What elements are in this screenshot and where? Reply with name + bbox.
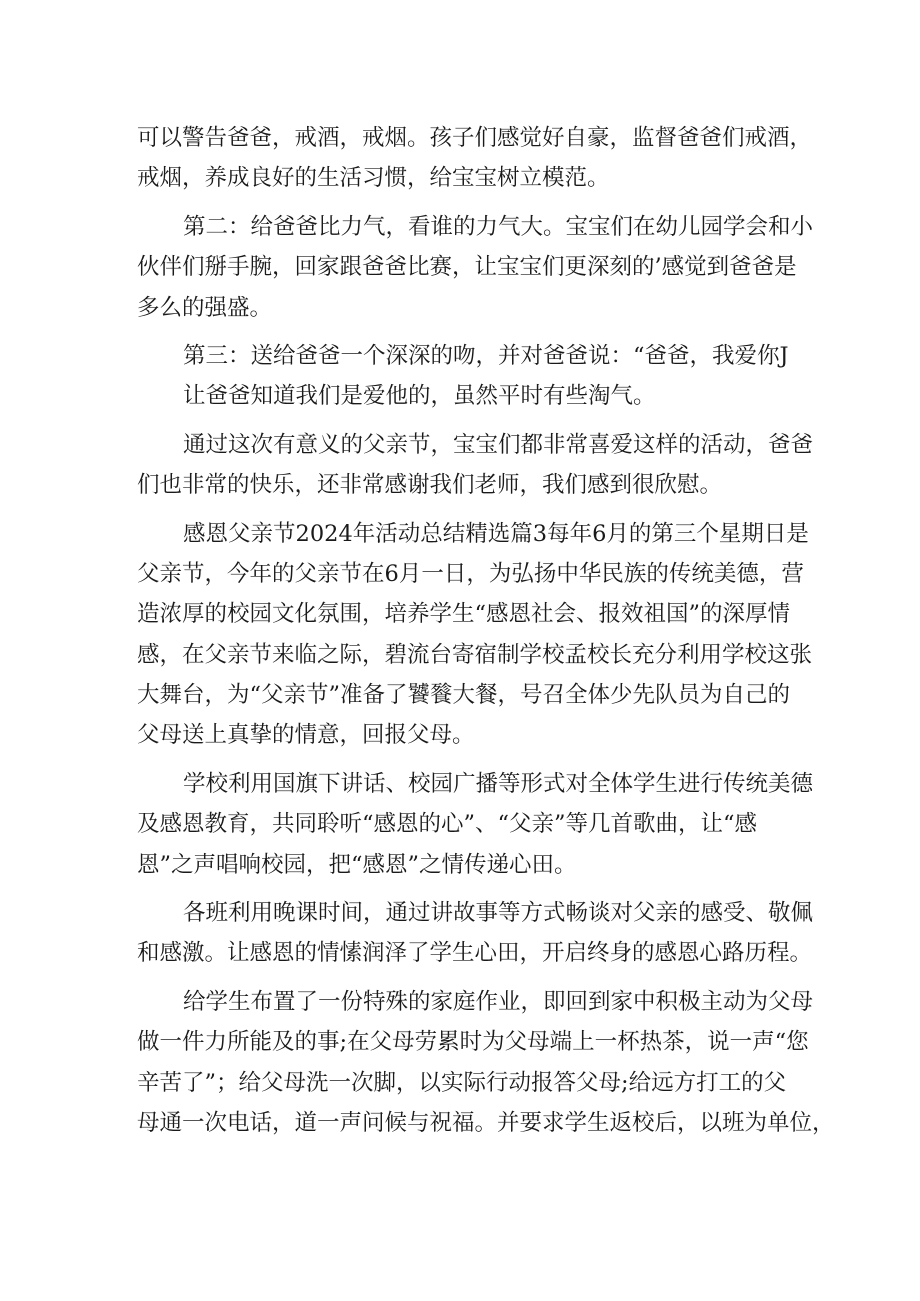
paragraph-second-activity — [137, 207, 814, 328]
text-line: 母通一次电话，道一声问候与祝福。并要求学生返校后，以班为单位， — [137, 1109, 835, 1136]
text-line: 多么的强盛。 — [137, 294, 273, 321]
text-line: 各班利用晚课时间，通过讲故事等方式畅谈对父亲的感受、敬佩 — [183, 900, 814, 927]
text-line: 父母送上真挚的情意，回报父母。 — [137, 722, 475, 749]
paragraph-continuation — [137, 118, 813, 199]
text-line: 恩”之声唱响校园，把“感恩”之情传递心田。 — [137, 851, 577, 878]
text-line: 伙伴们掰手腕，回家跟爸爸比赛，让宝宝们更深刻的’感觉到爸爸是 — [137, 254, 797, 281]
paragraph-school-broadcast — [137, 764, 814, 885]
text-line: 大舞台，为“父亲节”准备了饕餮大餐，号召全体少先队员为自己的 — [137, 682, 791, 709]
text-line: 和感激。让感恩的情愫润泽了学生心田，开启终身的感恩心路历程。 — [137, 940, 813, 967]
paragraph-article-3-intro — [137, 514, 813, 756]
text-line: 可以警告爸爸，戒酒，戒烟。孩子们感觉好自豪，监督爸爸们戒酒， — [137, 125, 813, 151]
text-line: 让爸爸知道我们是爱他的，虽然平时有些淘气。 — [183, 383, 656, 410]
text-line: 父亲节，今年的父亲节在6月一日，为弘扬中华民族的传统美德，营 — [137, 560, 804, 587]
document-body — [137, 118, 835, 1143]
paragraph-homework — [137, 982, 835, 1144]
text-line: 及感恩教育，共同聆听“感恩的心”、“父亲”等几首歌曲，让“感 — [137, 811, 758, 838]
text-line: 第二：给爸爸比力气，看谁的力气大。宝宝们在幼儿园学会和小 — [183, 213, 814, 240]
text-line: 学校利用国旗下讲话、校园广播等形式对全体学生进行传统美德 — [183, 770, 814, 797]
text-line: 们也非常的快乐，还非常感谢我们老师，我们感到很欣慰。 — [137, 472, 723, 499]
text-line: 给学生布置了一份特殊的家庭作业，即回到家中积极主动为父母 — [183, 988, 814, 1015]
text-line: 辛苦了”；给父母洗一次脚，以实际行动报答父母;给远方打工的父 — [137, 1069, 787, 1096]
paragraph-class-activities — [137, 893, 814, 974]
text-line: 第三：送给爸爸一个深深的吻，并对爸爸说：“爸爸，我爱你J — [183, 342, 789, 369]
text-line: 造浓厚的校园文化氛围，培养学生“感恩社会、报效祖国”的深厚情 — [137, 601, 791, 628]
text-line: 通过这次有意义的父亲节，宝宝们都非常喜爱这样的活动，爸爸 — [183, 431, 814, 458]
text-line: 感，在父亲节来临之际，碧流台寄宿制学校孟校长充分利用学校这张 — [137, 641, 813, 668]
text-line: 戒烟，养成良好的生活习惯，给宝宝树立模范。 — [137, 165, 610, 192]
paragraph-third-activity — [137, 336, 787, 417]
text-line: 感恩父亲节2024年活动总结精选篇3每年6月的第三个星期日是 — [183, 520, 809, 547]
paragraph-summary — [137, 425, 814, 506]
text-line: 做一件力所能及的事;在父母劳累时为父母端上一杯热茶，说一声“您 — [137, 1029, 809, 1056]
